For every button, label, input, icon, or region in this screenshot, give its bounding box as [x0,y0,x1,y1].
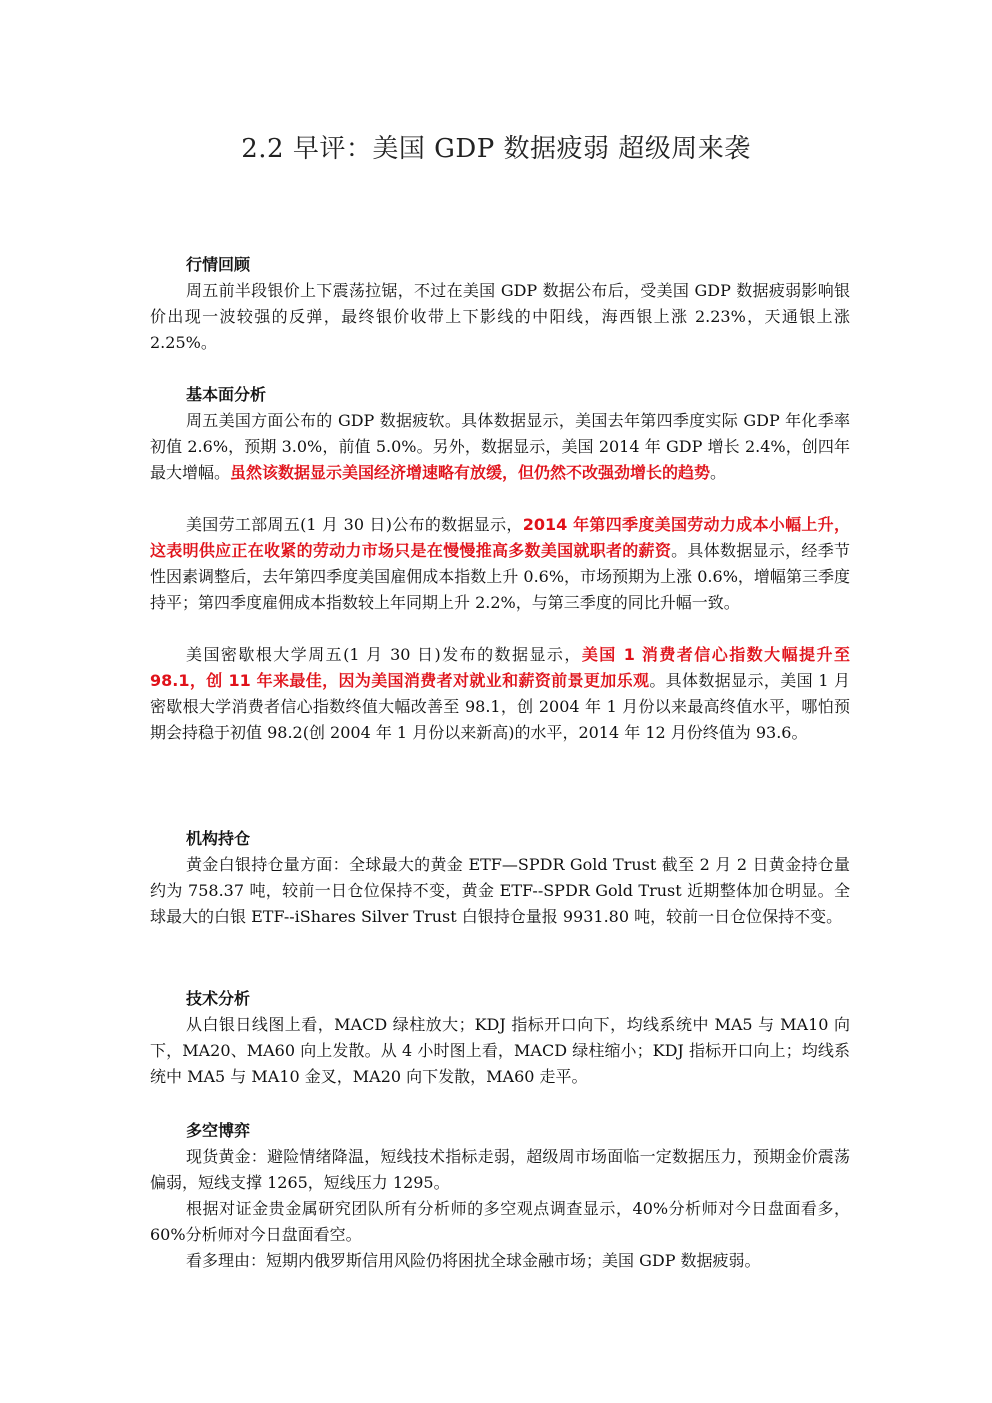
paragraph-text: 周五美国方面公布的 GDP 数据疲软。具体数据显示，美国去年第四季度实际 GDP 年化季率初值 2.6%，预期 3.0%，前值 5.0%。另外，数据显示，美国 2014 年 GDP 增长 2.4%，创四年最大增幅。 [150,411,850,482]
paragraph-text: 。具体数据显示，美国 1 月密歇根大学消费者信心指数终值大幅改善至 98.1，创 2004 年 1 月份以来最高终值水平，哪怕预期会持稳于初值 98.2(创 2004 年 1 月份以来新高)的水平，2014 年 12 月份终值为 93.6。 [150,671,850,742]
highlighted-text: 虽然该数据显示美国经济增速略有放缓，但仍然不改强劲增长的趋势 [230,463,711,482]
section-technical-analysis [150,986,850,1090]
paragraph: 看多理由：短期内俄罗斯信用风险仍将困扰全球金融市场；美国 GDP 数据疲弱。 [186,1251,761,1270]
highlighted-text: 美国 1 消费者信心指数大幅提升至 98.1，创 11 年来最佳，因为美国消费者对就业和薪资前景更加乐观 [150,645,850,690]
section-bull-bear [150,1118,850,1274]
paragraph: 黄金白银持仓量方面：全球最大的黄金 ETF—SPDR Gold Trust 截至 2 月 2 日黄金持仓量约为 758.37 吨，较前一日仓位保持不变，黄金 ETF--SPDR Gold Trust 近期整体加仓明显。全球最大的白银 ETF--iShares Silver Trust 白银持仓量报 9931.80 吨，较前一日仓位保持不变。 [150,855,850,926]
section-market-review [150,252,850,356]
section-heading: 技术分析 [186,989,251,1008]
section-institutional-holdings [150,826,850,930]
section-fundamental-analysis [150,382,850,746]
paragraph [150,512,850,616]
paragraph-text: 。具体数据显示，经季节性因素调整后，去年第四季度美国雇佣成本指数上升 0.6%，市场预期为上涨 0.6%，增幅第三季度持平；第四季度雇佣成本指数较上年同期上升 2.2%，与第三季度的同比升幅一致。 [150,541,850,612]
paragraph: 根据对证金贵金属研究团队所有分析师的多空观点调查显示，40%分析师对今日盘面看多，60%分析师对今日盘面看空。 [150,1199,850,1244]
paragraph [150,642,850,746]
section-heading: 多空博弈 [186,1121,251,1140]
paragraph-text: 美国密歇根大学周五(1 月 30 日)发布的数据显示， [186,645,582,664]
paragraph [150,408,850,486]
paragraph: 周五前半段银价上下震荡拉锯，不过在美国 GDP 数据公布后，受美国 GDP 数据疲弱影响银价出现一波较强的反弹，最终银价收带上下影线的中阳线，海西银上涨 2.23%，天通银上涨 2.25%。 [150,281,850,352]
highlighted-text: 2014 年第四季度美国劳动力成本小幅上升，这表明供应正在收紧的劳动力市场只是在慢慢推高多数美国就职者的薪资 [150,515,850,560]
paragraph-text: 美国劳工部周五(1 月 30 日)公布的数据显示， [186,515,523,534]
section-heading: 行情回顾 [186,255,251,274]
section-heading: 基本面分析 [186,385,267,404]
section-heading: 机构持仓 [186,829,251,848]
page-title: 2.2 早评：美国 GDP 数据疲弱 超级周来袭 [241,134,751,164]
paragraph: 从白银日线图上看，MACD 绿柱放大；KDJ 指标开口向下，均线系统中 MA5 与 MA10 向下，MA20、MA60 向上发散。从 4 小时图上看，MACD 绿柱缩小；KDJ 指标开口向上；均线系统中 MA5 与 MA10 金叉，MA20 向下发散，MA60 走平。 [150,1015,850,1086]
paragraph-text: 。 [710,463,727,482]
paragraph: 现货黄金：避险情绪降温，短线技术指标走弱，超级周市场面临一定数据压力，预期金价震荡偏弱，短线支撑 1265，短线压力 1295。 [150,1147,850,1192]
